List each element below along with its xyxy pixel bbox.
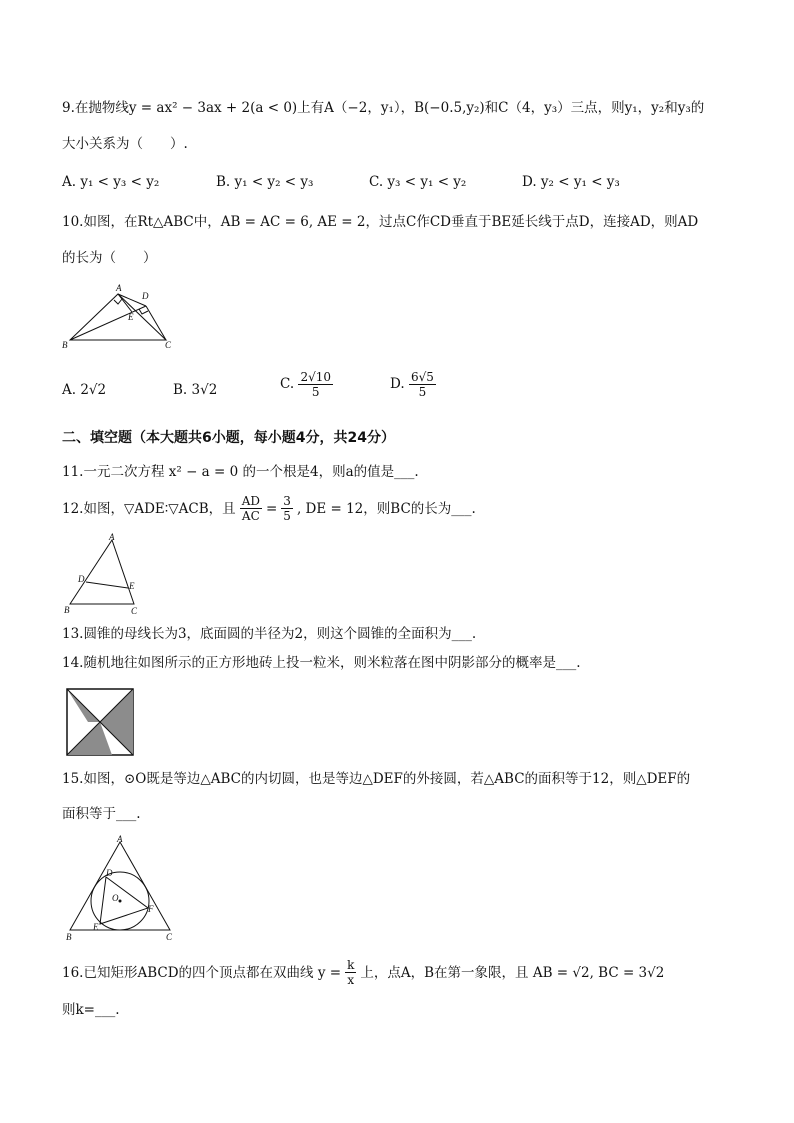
q15-line1: 15.如图，⊙O既是等边△ABC的内切圆，也是等边△DEF的外接圆，若△ABC的面积等于12，则△DEF的 [62, 771, 691, 787]
q9-option-b: B. y₁ < y₂ < y₃ [216, 174, 314, 190]
q10-label-a: A [116, 283, 122, 293]
q10-line-bd [70, 306, 146, 340]
q10-label-b: B [62, 340, 68, 350]
q12-label-c: C [131, 606, 138, 616]
q10-line-cd [146, 306, 166, 340]
q12-equals: = [265, 500, 278, 517]
q10-option-c-fraction [298, 370, 333, 399]
q10-option-c-prefix: C. [280, 376, 295, 392]
q10-line2: 的长为（ ） [62, 250, 157, 266]
q12-suffix: , DE = 12，则BC的长为___. [296, 500, 476, 517]
q10-option-d-prefix: D. [390, 376, 405, 392]
q10-line1: 10.如图，在Rt△ABC中，AB = AC = 6, AE = 2，过点C作CD垂直于BE延长线于点D，连接AD，则AD [62, 214, 699, 230]
q10-option-c-den: 5 [311, 385, 320, 399]
q15-triangle-def [100, 877, 148, 924]
q12-fraction-3-5 [281, 494, 293, 523]
q9-line1: 9.在抛物线y = ax² − 3ax + 2(a < 0)上有A（−2，y₁），B(−0.5,y₂)和C（4，y₃）三点，则y₁，y₂和y₃的 [62, 100, 705, 116]
q12-line [62, 494, 476, 523]
q15-label-d: D [106, 868, 113, 878]
q12-label-b: B [64, 605, 70, 615]
q10-option-c [280, 370, 333, 399]
q12-label-e: E [129, 581, 135, 591]
q15-line2: 面积等于___. [62, 806, 141, 822]
q12-line-de [86, 582, 128, 588]
q12-frac1-den: AC [241, 509, 260, 523]
q10-option-d-num: 6√5 [410, 370, 434, 384]
q10-option-a: A. 2√2 [62, 382, 107, 398]
q16-line1 [62, 958, 664, 987]
q10-option-c-num: 2√10 [300, 370, 331, 384]
q15-figure [62, 836, 178, 942]
q15-center-point [119, 900, 122, 903]
q16-fraction [345, 958, 356, 987]
q12-frac1-num: AD [241, 494, 260, 508]
q16-suffix: 上，点A，B在第一象限，且 AB = √2, BC = 3√2 [360, 964, 665, 981]
q12-label-d: D [78, 574, 85, 584]
section-heading-fill-in: 二、填空题（本大题共6小题，每小题4分，共24分） [62, 430, 395, 446]
q10-label-c: C [165, 340, 172, 350]
q15-label-f: F [148, 904, 154, 914]
q12-label-a: A [109, 532, 115, 542]
q10-option-b: B. 3√2 [173, 382, 218, 398]
q12-frac2-num: 3 [283, 494, 291, 508]
q15-triangle-abc [70, 842, 170, 930]
q15-label-b: B [66, 932, 72, 942]
q16-prefix: 16.已知矩形ABCD的四个顶点都在双曲线 y = [62, 964, 342, 981]
q9-line2: 大小关系为（ ）. [62, 136, 188, 152]
q11-text: 11.一元二次方程 x² − a = 0 的一个根是4，则a的值是___. [62, 464, 419, 480]
q9-option-c: C. y₃ < y₁ < y₂ [369, 174, 467, 190]
q16-frac-num: k [347, 958, 355, 972]
q12-figure [62, 534, 142, 616]
q10-right-angle-d [139, 309, 148, 314]
q10-option-d-fraction [409, 370, 436, 399]
q10-figure [62, 284, 172, 350]
q9-option-a: A. y₁ < y₃ < y₂ [62, 174, 160, 190]
q15-label-a: A [117, 834, 123, 844]
q12-prefix: 12.如图，▽ADE∶▽ACB，且 [62, 500, 236, 517]
q14-figure [66, 688, 134, 756]
q15-label-e: E [93, 922, 99, 932]
q12-frac2-den: 5 [283, 509, 291, 523]
q12-triangle-abc [70, 540, 134, 604]
q9-option-d: D. y₂ < y₁ < y₃ [522, 174, 620, 190]
q15-label-c: C [166, 932, 173, 942]
q10-option-d-den: 5 [418, 385, 427, 399]
q16-frac-den: x [347, 973, 355, 987]
q16-line2: 则k=___. [62, 1002, 120, 1018]
q10-option-d [390, 370, 436, 399]
q10-label-d: D [142, 291, 149, 301]
q12-fraction-ad-ac [240, 494, 262, 523]
q14-text: 14.随机地往如图所示的正方形地砖上投一粒米，则米粒落在图中阴影部分的概率是___. [62, 655, 581, 671]
q13-text: 13.圆锥的母线长为3，底面圆的半径为2，则这个圆锥的全面积为___. [62, 626, 477, 642]
q10-right-angle-a [114, 299, 122, 304]
q10-label-e: E [128, 312, 134, 322]
q15-label-o: O [112, 893, 119, 903]
